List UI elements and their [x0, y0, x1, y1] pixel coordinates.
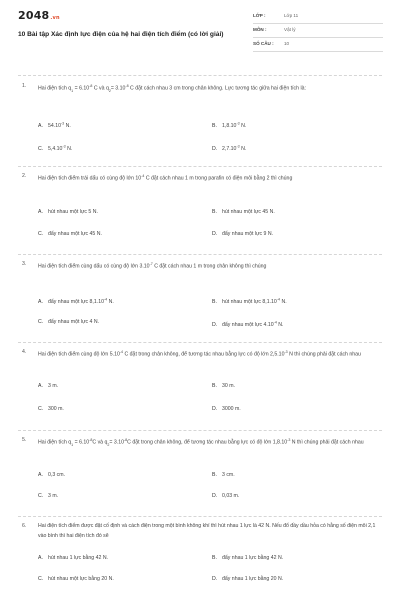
option-c[interactable]: C. 300 m.: [38, 406, 64, 412]
option-b[interactable]: B. hút nhau một lực $8,1.10^{-4}$ N.: [212, 297, 287, 305]
site-logo[interactable]: [18, 9, 60, 22]
meta-info: [253, 11, 383, 53]
question-text: Hai điện tích điểm trái dấu có cùng độ lớn $10^{-4}$ C đặt cách nhau 1 m trong parafin có điện môi bằng 2 thì chúng: [38, 174, 293, 182]
logo-suffix: .vn: [50, 15, 60, 21]
option-a[interactable]: A. $54.10^{-3}$ N.: [38, 121, 71, 129]
option-d[interactable]: D. đẩy nhau 1 lực bằng 20 N.: [212, 576, 284, 582]
divider: [18, 342, 382, 343]
question-4: [0, 342, 400, 430]
option-b[interactable]: B. đẩy nhau 1 lực bằng 42 N.: [212, 555, 284, 561]
question-number: 3.: [22, 261, 27, 267]
meta-row-class: [253, 11, 383, 24]
question-3: [0, 254, 400, 342]
meta-value: 10: [284, 41, 290, 46]
option-c[interactable]: C. $5,4.10^{-3}$ N.: [38, 144, 73, 152]
option-d[interactable]: D. $2,7.10^{-3}$ N.: [212, 144, 247, 152]
meta-value: Lớp 11: [284, 13, 299, 18]
meta-row-count: [253, 39, 383, 52]
divider: [18, 254, 382, 255]
question-5: [0, 430, 400, 516]
page-title: 10 Bài tập Xác định lực điện của hệ hai điện tích điểm (có lời giải): [18, 31, 224, 38]
option-a[interactable]: A. đẩy nhau một lực $8,1.10^{-4}$ N.: [38, 297, 114, 305]
question-1: [0, 76, 400, 166]
option-b[interactable]: B. 3 cm.: [212, 472, 235, 478]
option-a[interactable]: A. hút nhau một lực 5 N.: [38, 209, 98, 215]
meta-label: LỚP :: [253, 13, 266, 18]
question-number: 4.: [22, 349, 27, 355]
question-text: Hai điện tích điểm cùng độ lớn $5.10^{-4}$ C đặt trong chân không, để tương tác nhau bằng lực có độ lớn $2,5.10^{-3}$ N thì chúng phải đặt cách nhau: [38, 350, 361, 358]
question-text: Hai điện tích điểm được đặt cố định và cách điện trong một bình không khí thì hút nhau 1 lực là 42 N. Nếu đổ đầy dầu hỏa có hằng số điện môi 2,1 vào bình thì hai điện tích đó sẽ: [38, 523, 376, 539]
option-c[interactable]: C. đẩy nhau một lực 4 N.: [38, 319, 100, 325]
divider: [18, 166, 382, 167]
option-c[interactable]: C. hút nhau một lực bằng 20 N.: [38, 576, 114, 582]
divider: [18, 75, 382, 76]
meta-row-subject: [253, 25, 383, 38]
question-number: 1.: [22, 83, 27, 89]
meta-label: MÔN :: [253, 27, 267, 32]
question-number: 5.: [22, 437, 27, 443]
question-2: [0, 166, 400, 254]
option-d[interactable]: D. 0,03 m.: [212, 493, 240, 499]
question-number: 6.: [22, 523, 27, 529]
logo-text: 2048: [18, 9, 50, 22]
option-a[interactable]: A. 3 m.: [38, 383, 59, 389]
option-b[interactable]: B. $1,8.10^{-3}$ N.: [212, 121, 247, 129]
option-c[interactable]: C. đẩy nhau một lực 45 N.: [38, 231, 102, 237]
option-b[interactable]: B. 30 m.: [212, 383, 235, 389]
document-header: [0, 0, 400, 62]
question-text: Hai điện tích điểm cùng dấu có cùng độ lớn $3.10^{-7}$ C đặt cách nhau 1 m trong chân không thì chúng: [38, 262, 267, 270]
question-6: [0, 516, 400, 600]
meta-label: SỐ CÂU :: [253, 41, 274, 46]
meta-value: Vật lý: [284, 27, 296, 32]
divider: [18, 516, 382, 517]
divider: [18, 430, 382, 431]
option-a[interactable]: A. hút nhau 1 lực bằng 42 N.: [38, 555, 109, 561]
option-c[interactable]: C. 3 m.: [38, 493, 59, 499]
question-text: Hai điện tích $q_1 = 6.10^{-8}C$ và $q_2= 3.10^{-8}C$ đặt trong chân không, để tương tác nhau bằng lực có độ lớn $1,8.10^{-3}$ N thì chúng phải đặt cách nhau: [38, 438, 364, 447]
option-b[interactable]: B. hút nhau một lực 45 N.: [212, 209, 275, 215]
option-d[interactable]: D. 3000 m.: [212, 406, 241, 412]
option-d[interactable]: D. đẩy nhau một lực 9 N.: [212, 231, 274, 237]
question-text: Hai điện tích $q_1 = 6.10^{-8}$ C và $q_2= 3.10^{-8}$ C đặt cách nhau 3 cm trong chân không. Lực tương tác giữa hai điện tích là:: [38, 84, 306, 93]
question-number: 2.: [22, 173, 27, 179]
option-d[interactable]: D. đẩy nhau một lực $4.10^{-4}$ N.: [212, 320, 284, 328]
option-a[interactable]: A. 0,3 cm.: [38, 472, 66, 478]
